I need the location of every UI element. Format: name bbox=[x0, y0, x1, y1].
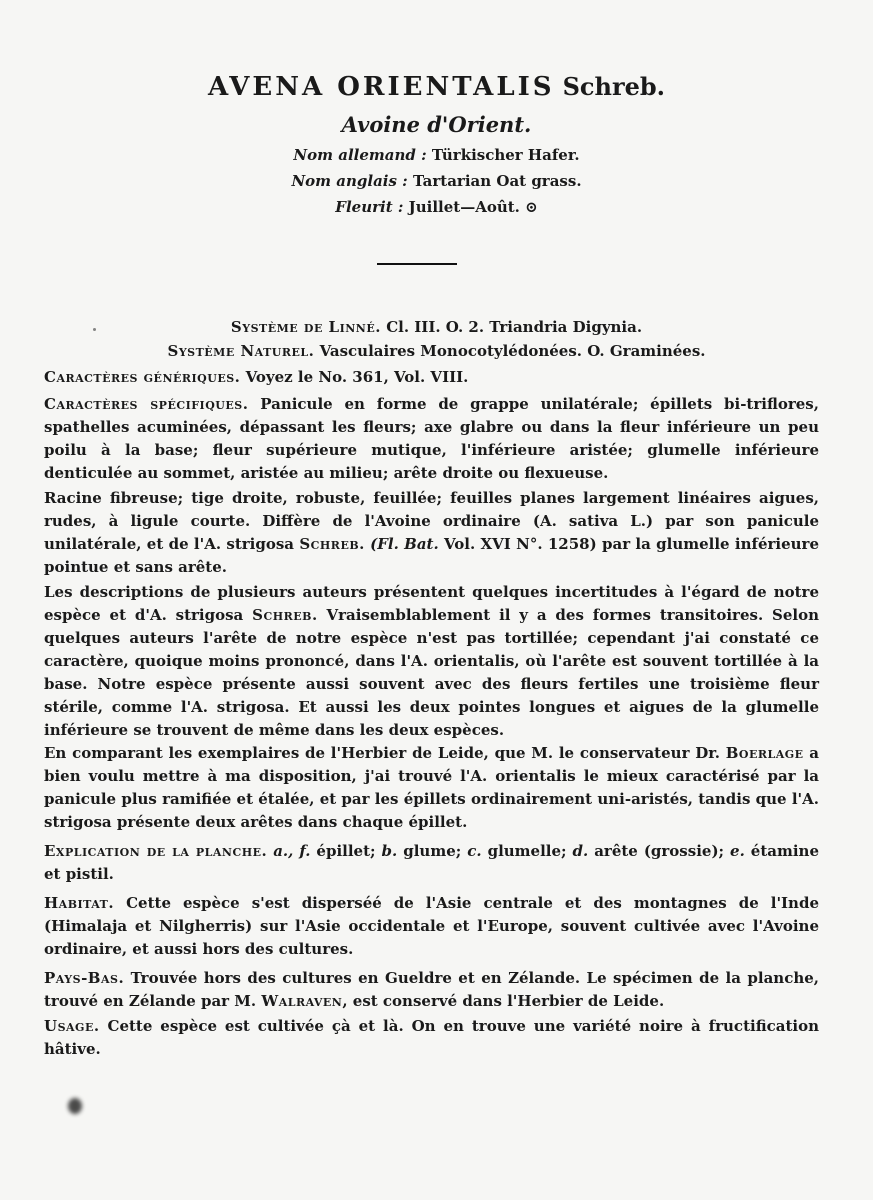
generic-characters-label: Caractères génériques. bbox=[44, 368, 241, 386]
plate-key-a: a., f. bbox=[273, 842, 311, 860]
habitat-paragraph bbox=[44, 892, 819, 961]
comparison-text-part2: a bien voulu mettre à ma disposition, j'ai trouvé l'A. orientalis le mieux caractérisé par la panicule plus ramifiée et étalée, et par les épillets ordinairement uni-aristés, tandis que l'A. strigosa présente deux arêtes dans chaque épillet. bbox=[44, 744, 819, 831]
comparison-paragraph bbox=[44, 742, 819, 834]
root-paragraph bbox=[44, 487, 819, 579]
usage-paragraph bbox=[44, 1015, 819, 1061]
separator-rule bbox=[377, 263, 457, 265]
comparison-text-part1: En comparant les exemplaires de l'Herbier de Leide, que M. le conservateur Dr. bbox=[44, 744, 726, 762]
plate-text-2: glume; bbox=[397, 842, 468, 860]
linne-label: Système de Linné. bbox=[230, 318, 381, 336]
english-name-label: Nom anglais : bbox=[291, 172, 408, 190]
plate-text-4: arête (grossie); bbox=[588, 842, 731, 860]
habitat-label: Habitat. bbox=[44, 894, 115, 912]
ink-blot bbox=[68, 1098, 82, 1114]
descriptions-author: Schreb. bbox=[252, 606, 318, 624]
usage-text: Cette espèce est cultivée çà et là. On en trouve une variété noire à fructification hâtive. bbox=[44, 1017, 819, 1058]
naturel-value: Vasculaires Monocotylédonées. O. Graminées. bbox=[319, 342, 706, 360]
body-text bbox=[44, 366, 819, 1061]
plate-text-1: épillet; bbox=[310, 842, 382, 860]
netherlands-text-part2: , est conservé dans l'Herbier de Leide. bbox=[342, 992, 665, 1010]
root-text-part2: Vol. XVI N°. 1258) par la glumelle inférieure pointue et sans arête. bbox=[44, 535, 820, 576]
title-species: AVENA ORIENTALIS bbox=[207, 72, 555, 102]
descriptions-text-part2: Vraisemblablement il y a des formes transitoires. Selon quelques auteurs l'arête de notre espèce n'est pas tortillée; cependant j'ai constaté ce caractère, quoique moins prononcé, dans l'A. orientalis, où l'arête est souvent tortillée à la base. Notre espèce présente aussi souvent avec des fleurs fertiles une troisième fleur stérile, comme l'A. strigosa. Et aussi les deux pointes longues et aigues de la glumelle inférieure se trouvent de même dans les deux espèces. bbox=[44, 606, 820, 739]
plate-text-5: étamine et pistil. bbox=[44, 842, 819, 883]
page-title bbox=[0, 72, 873, 102]
linne-value: Cl. III. O. 2. Triandria Digynia. bbox=[386, 318, 643, 336]
flowering-line bbox=[0, 198, 873, 216]
common-name: Avoine d'Orient. bbox=[341, 112, 532, 137]
plate-key-e: e. bbox=[730, 842, 745, 860]
plate-key-b: b. bbox=[381, 842, 398, 860]
flowering-value: Juillet—Août. ⊙ bbox=[408, 198, 538, 216]
german-name-line bbox=[0, 146, 873, 164]
plate-key-c: c. bbox=[467, 842, 482, 860]
root-author: Schreb. bbox=[299, 535, 365, 553]
natural-system-line bbox=[0, 342, 873, 360]
plate-key-d: d. bbox=[572, 842, 589, 860]
netherlands-paragraph bbox=[44, 967, 819, 1013]
root-reference: (Fl. Bat. bbox=[370, 535, 439, 553]
naturel-label: Système Naturel. bbox=[167, 342, 315, 360]
plate-explanation-label: Explication de la planche. bbox=[44, 842, 268, 860]
german-name-value: Türkischer Hafer. bbox=[431, 146, 580, 164]
generic-characters-text: Voyez le No. 361, Vol. VIII. bbox=[245, 368, 469, 386]
netherlands-label: Pays-Bas. bbox=[44, 969, 125, 987]
descriptions-text-part1: Les descriptions de plusieurs auteurs présentent quelques incertitudes à l'égard de notre espèce et d'A. strigosa bbox=[44, 583, 819, 624]
plate-text-3: glumelle; bbox=[481, 842, 573, 860]
netherlands-name: Walraven bbox=[261, 992, 343, 1010]
descriptions-paragraph bbox=[44, 581, 819, 742]
netherlands-text-part1: Trouvée hors des cultures en Gueldre et en Zélande. Le spécimen de la planche, trouvé en Zélande par M. bbox=[44, 969, 819, 1010]
generic-characters-paragraph bbox=[44, 366, 819, 389]
specific-characters-label: Caractères spécifiques. bbox=[44, 395, 249, 413]
habitat-text: Cette espèce s'est disperséé de l'Asie centrale et des montagnes de l'Inde (Himalaja et Nilgherris) sur l'Asie occidentale et l'Europe, souvent cultivée avec l'Avoine ordinaire, et aussi hors des cultures. bbox=[44, 894, 819, 958]
comparison-name: Boerlage bbox=[725, 744, 804, 762]
plate-explanation-paragraph bbox=[44, 840, 819, 886]
linne-system-line bbox=[0, 318, 873, 336]
usage-label: Usage. bbox=[44, 1017, 100, 1035]
specific-characters-text: Panicule en forme de grappe unilatérale; épillets bi-triflores, spathelles acuminées, dépassant les fleurs; axe glabre ou dans la fleur inférieure un peu poilu à la base; fleur supérieure mutique, l'inférieure aristée; glumelle inférieure denticulée au sommet, aristée au milieu; arête droite ou flexueuse. bbox=[44, 395, 819, 482]
german-name-label: Nom allemand : bbox=[293, 146, 427, 164]
speck-mark bbox=[93, 328, 96, 331]
specific-characters-paragraph bbox=[44, 393, 819, 485]
english-name-value: Tartarian Oat grass. bbox=[412, 172, 582, 190]
english-name-line bbox=[0, 172, 873, 190]
root-text-part1: Racine fibreuse; tige droite, robuste, feuillée; feuilles planes largement linéaires aigues, rudes, à ligule courte. Diffère de l'Avoine ordinaire (A. sativa L.) par son panicule unilatérale, et de l'A. strigosa bbox=[44, 489, 819, 553]
flowering-label: Fleurit : bbox=[335, 198, 404, 216]
title-author: Schreb. bbox=[562, 72, 666, 101]
